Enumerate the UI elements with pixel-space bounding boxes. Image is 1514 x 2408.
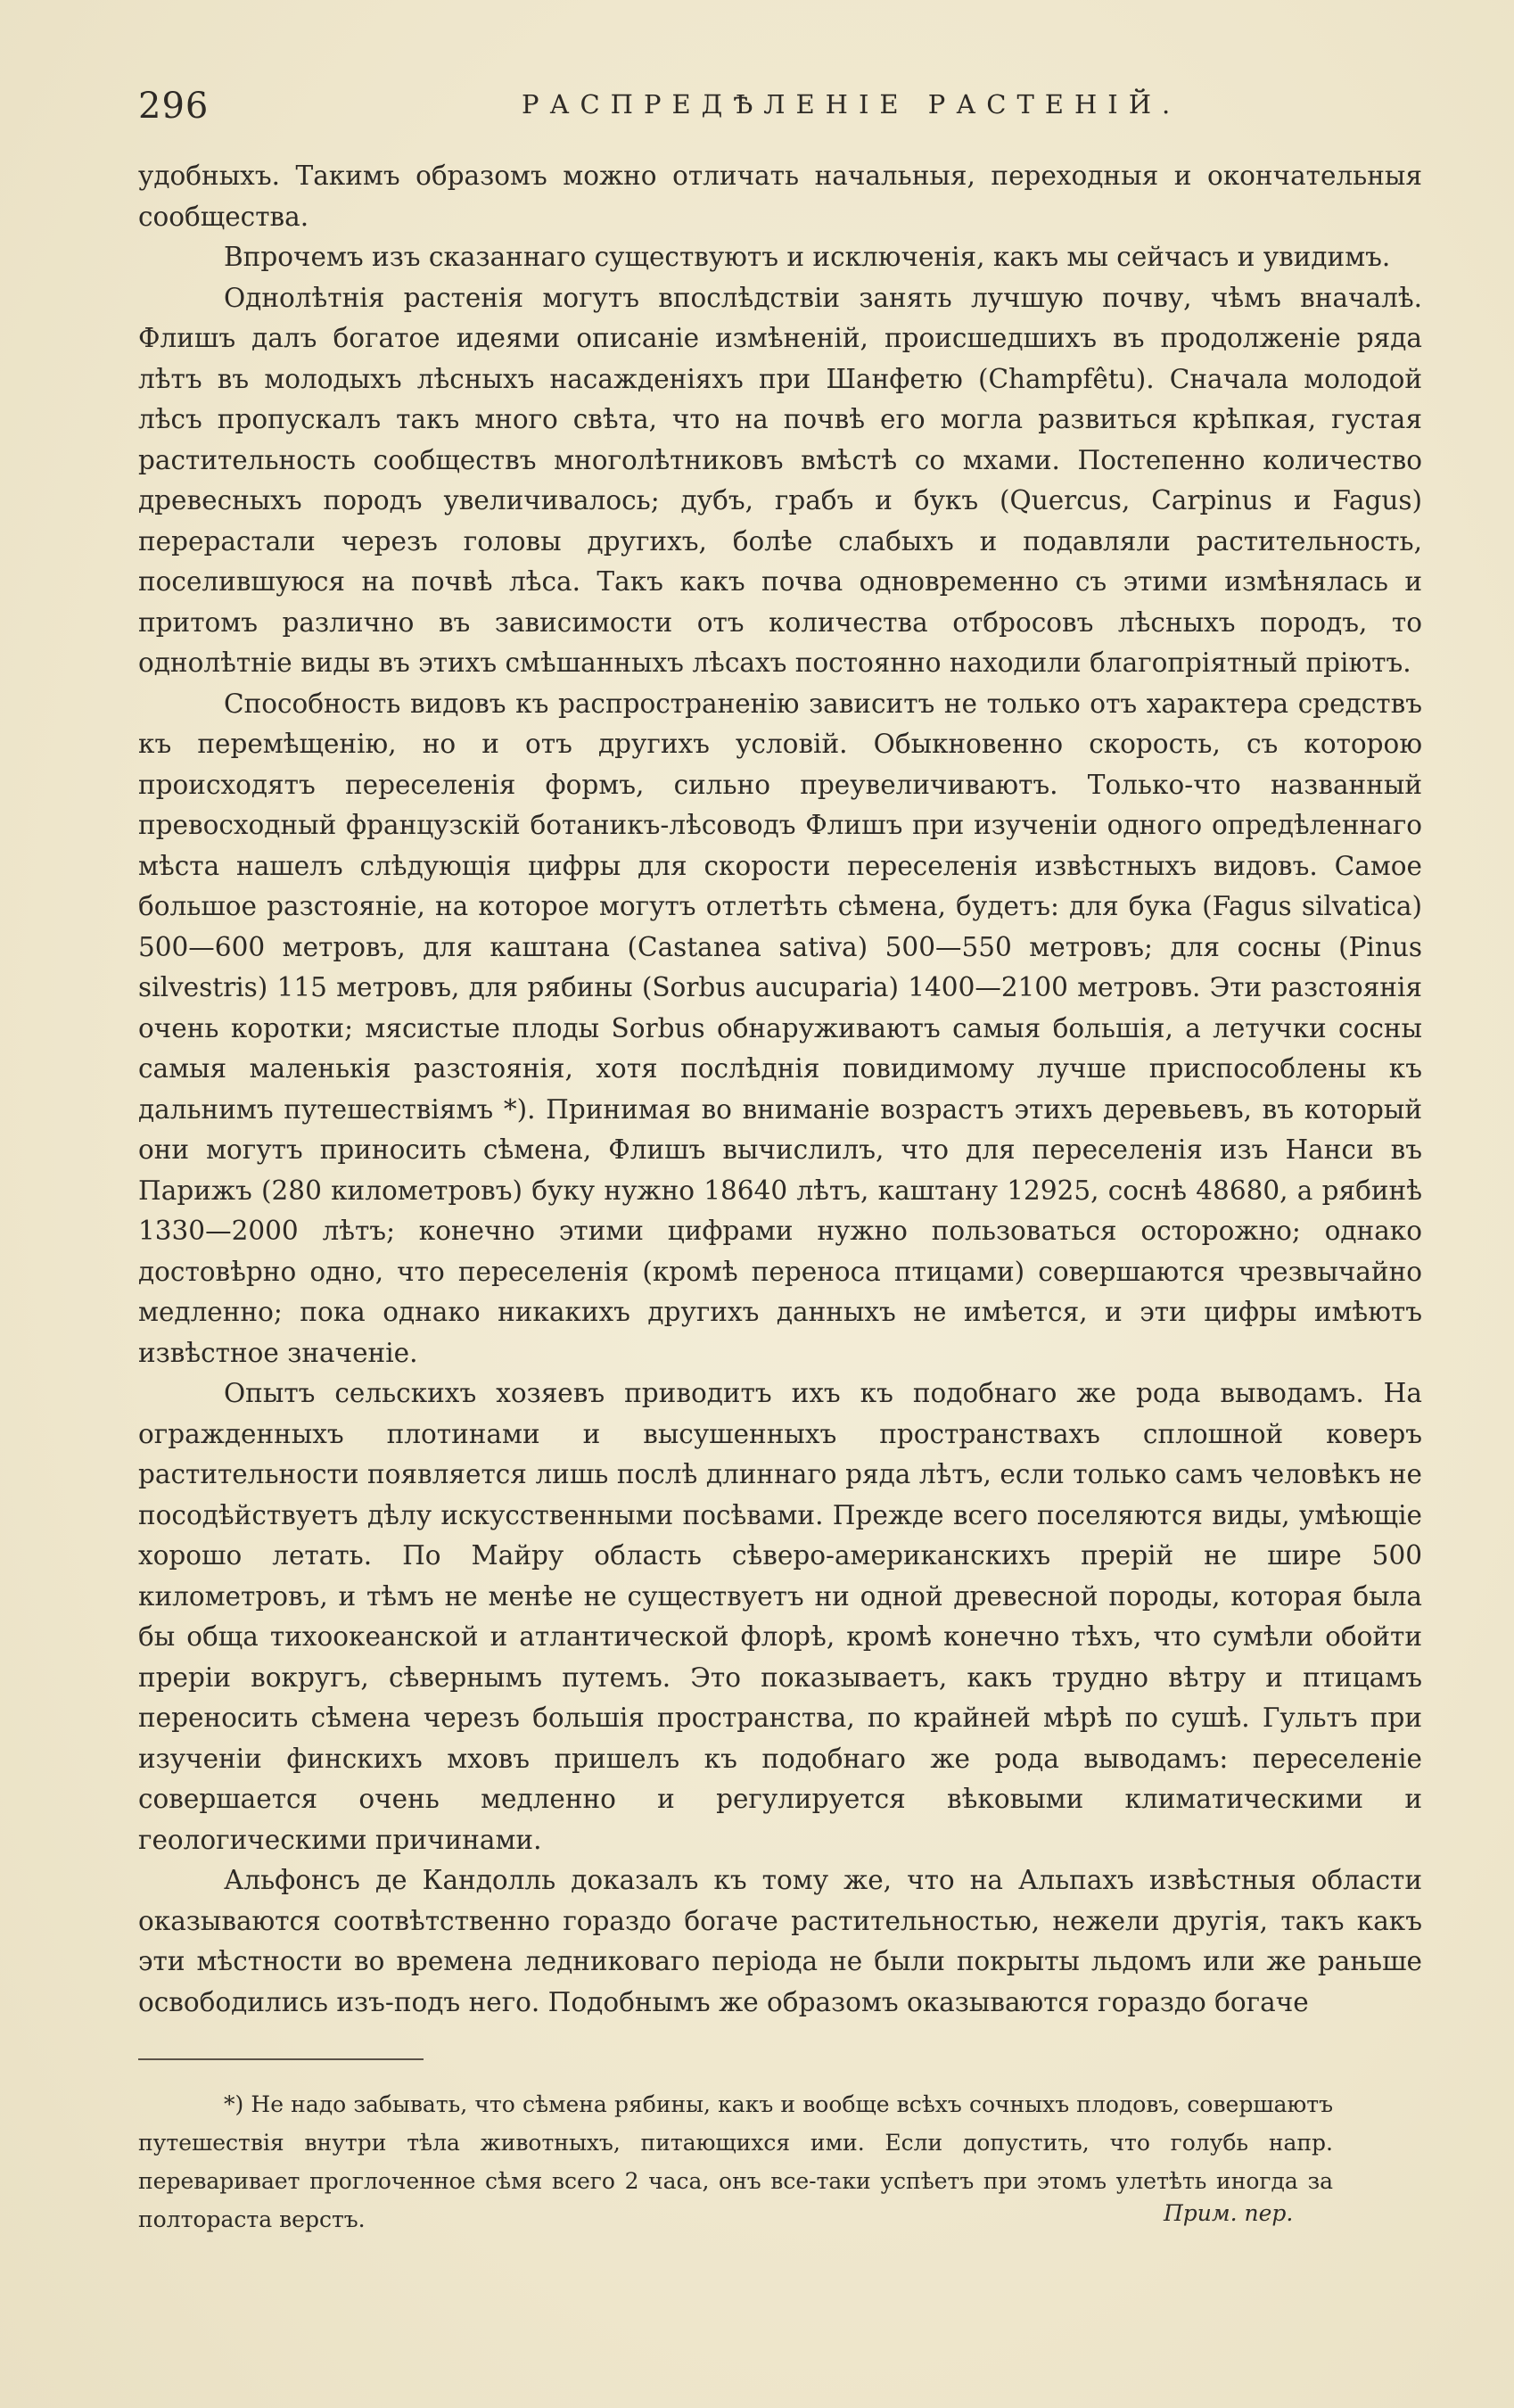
paragraph: Опытъ сельскихъ хозяевъ приводитъ ихъ къ подобнаго же рода выводамъ. На огражденныхъ плотинами и высушенныхъ пространствахъ сплошной коверъ растительности появляется лишь послѣ длиннаго ряда лѣтъ, если только самъ человѣкъ не посодѣйствуетъ дѣлу искусственными посѣвами. Прежде всего поселяются виды, умѣющіе хорошо летать. По Майру область сѣверо-американскихъ прерій не шире 500 километровъ, и тѣмъ не менѣе не существуетъ ни одной древесной породы, которая была бы обща тихоокеанской и атлантической флорѣ, кромѣ конечно тѣхъ, что сумѣли обойти преріи вокругъ, сѣвернымъ путемъ. Это показываетъ, какъ трудно вѣтру и птицамъ переносить сѣмена черезъ большія пространства, по крайней мѣрѣ по сушѣ. Гультъ при изученіи финскихъ мховъ пришелъ къ подобнаго же рода выводамъ: переселеніе совершается очень медленно и регулируется вѣковыми климатическими и геологическими причинами. [138,1378,1422,1855]
paragraph: удобныхъ. Такимъ образомъ можно отличать начальныя, переходныя и окончательныя сообщества. [138,161,1422,232]
paragraph: Впрочемъ изъ сказаннаго существуютъ и исключенія, какъ мы сейчасъ и увидимъ. [224,242,1391,272]
paragraph: Способность видовъ къ распространенію зависитъ не только отъ характера средствъ къ перемѣщенію, но и отъ другихъ условій. Обыкновенно скорость, съ которою происходятъ переселенія формъ, сильно преувеличиваютъ. Только-что названный превосходный французскій ботаникъ-лѣсоводъ Флишъ при изученіи одного опредѣленнаго мѣста нашелъ слѣдующія цифры для скорости переселенія извѣстныхъ видовъ. Самое большое разстояніе, на которое могутъ отлетѣть сѣмена, будетъ: для бука (Fagus silvatica) 500—600 метровъ, для каштана (Castanea sativa) 500—550 метровъ; для сосны (Pinus silvestris) 115 метровъ, для рябины (Sorbus aucuparia) 1400—2100 метровъ. Эти разстоянія очень коротки; мясистые плоды Sorbus обнаруживаютъ самыя большія, а летучки сосны самыя маленькія разстоянія, хотя послѣднія повидимому лучше приспособлены къ дальнимъ путешествіямъ *). Принимая во вниманіе возрастъ этихъ деревьевъ, въ который они могутъ приносить сѣмена, Флишъ вычислилъ, что для переселенія изъ Нанси въ Парижъ (280 километровъ) буку нужно 18640 лѣтъ, каштану 12925, соснѣ 48680, а рябинѣ 1330—2000 лѣтъ; конечно этими цифрами нужно пользоваться осторожно; однако достовѣрно одно, что переселенія (кромѣ переноса птицами) совершаются чрезвычайно медленно; пока однако никакихъ другихъ данныхъ не имѣется, и эти цифры имѣютъ извѣстное значеніе. [138,688,1422,1368]
page-number: 296 [138,86,210,127]
footnote-divider [138,2058,424,2060]
body-text [138,156,1422,2023]
footnote-signature: Прим. пер. [1164,2200,1294,2226]
paragraph: Однолѣтнія растенія могутъ впослѣдствіи занять лучшую почву, чѣмъ вначалѣ. Флишъ далъ богатое идеями описаніе измѣненій, происшедшихъ въ продолженіе ряда лѣтъ въ молодыхъ лѣсныхъ насажденіяхъ при Шанфетю (Champfêtu). Сначала молодой лѣсъ пропускалъ такъ много свѣта, что на почвѣ его могла развиться крѣпкая, густая растительность сообществъ многолѣтниковъ вмѣстѣ со мхами. Постепенно количество древесныхъ породъ увеличивалось; дубъ, грабъ и букъ (Quercus, Carpinus и Fagus) перерастали черезъ головы другихъ, болѣе слабыхъ и подавляли растительность, поселившуюся на почвѣ лѣса. Такъ какъ почва одновременно съ этими измѣнялась и притомъ различно въ зависимости отъ количества отбросовъ лѣсныхъ породъ, то однолѣтніе виды въ этихъ смѣшанныхъ лѣсахъ постоянно находили благопріятный пріютъ. [138,282,1422,678]
running-title: РАСПРЕДѢЛЕНІЕ РАСТЕНІЙ. [522,89,1181,120]
running-head [138,86,1422,130]
footnote [138,2085,1333,2239]
footnote-text: *) Не надо забывать, что сѣмена рябины, какъ и вообще всѣхъ сочныхъ плодовъ, совершаютъ путешествія внутри тѣла животныхъ, питающихся ими. Если допустить, что голубь напр. переваривает проглоченное сѣмя всего 2 часа, онъ все-таки успѣетъ при этомъ улетѣть иногда за полтораста верстъ. [138,2091,1333,2232]
paragraph: Альфонсъ де Кандолль доказалъ къ тому же, что на Альпахъ извѣстныя области оказываются соотвѣтственно гораздо богаче растительностью, нежели другія, такъ какъ эти мѣстности во времена ледниковаго періода не были покрыты льдомъ или же раньше освободились изъ-подъ него. Подобнымъ же образомъ оказываются гораздо богаче [138,1865,1422,2017]
